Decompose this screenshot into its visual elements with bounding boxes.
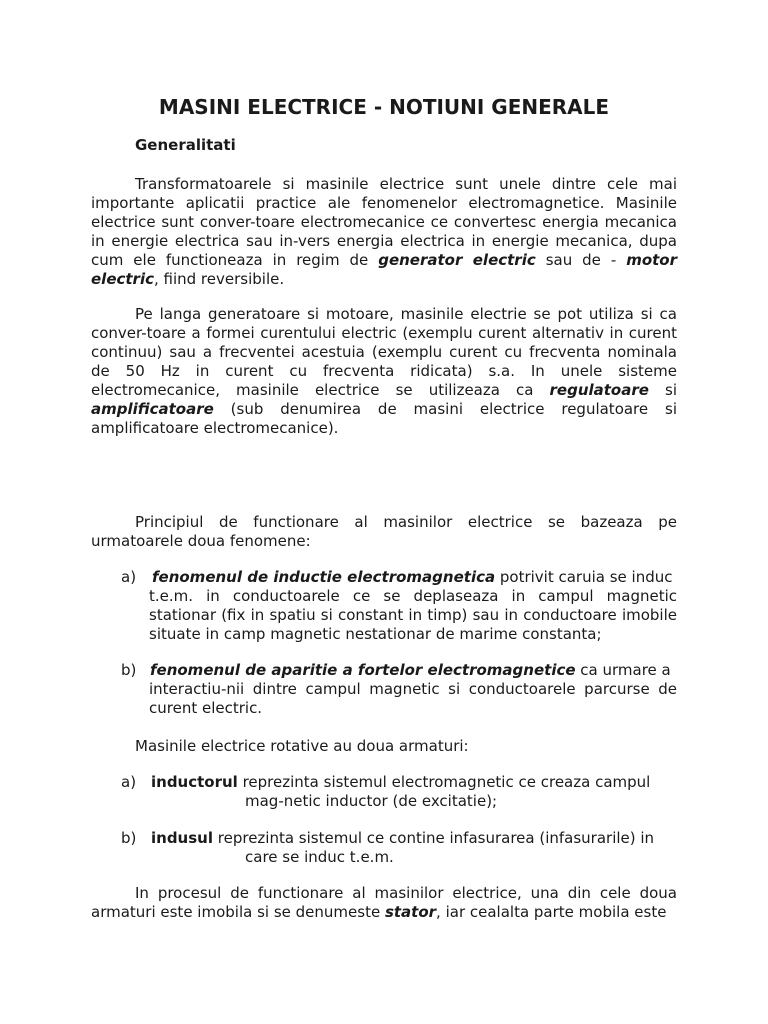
emphasis-amplificatoare: amplificatoare bbox=[91, 400, 214, 418]
list-item-text: reprezinta sistemul ce contine infasurarea (infasurarile) in bbox=[213, 829, 655, 847]
list-item-emphasis: fenomenul de inductie electromagnetica bbox=[152, 568, 496, 586]
list-item-text: ca urmare a bbox=[575, 661, 671, 679]
page-title: MASINI ELECTRICE - NOTIUNI GENERALE bbox=[158, 95, 610, 119]
list-item-continuation: mag-netic inductor (de excitatie); bbox=[245, 792, 498, 810]
list-item-term: inductorul bbox=[151, 773, 238, 791]
list-item bbox=[121, 773, 677, 811]
emphasis-motor: motor electric bbox=[91, 251, 678, 288]
list-item bbox=[121, 568, 677, 644]
paragraph-text: In procesul de functionare al masinilor electrice, una din cele doua armaturi este imobila si se denumeste bbox=[91, 884, 677, 921]
list-item-continuation: t.e.m. in conductoarele ce se deplaseaza in campul magnetic stationar (fix in spatiu si constant in timp) sau in conductoare imobile situate in camp magnetic nestationar de marime constanta; bbox=[149, 587, 677, 643]
paragraph-text: (sub denumirea de masini electrice regulatoare si amplificatoare electromecanice). bbox=[91, 400, 677, 437]
list-item-term: indusul bbox=[151, 829, 213, 847]
list-item bbox=[121, 829, 677, 867]
paragraph-text: , iar cealalta parte mobila este bbox=[436, 903, 667, 921]
list-marker: a) bbox=[121, 568, 137, 586]
paragraph-text: Pe langa generatoare si motoare, masinile electrie se pot utiliza si ca conver-toare a formei curentului electric (exemplu curent alternativ in curent continuu) sau a frecventei acestuia (exemplu curent cu frecventa nominala de 50 Hz in curent cu frecventa ridicata) s.a. In unele sisteme electromecanice, masinile electrice se utilizeaza ca bbox=[91, 305, 677, 399]
emphasis-stator: stator bbox=[384, 903, 437, 921]
list-marker: a) bbox=[121, 773, 137, 791]
list-item-text: potrivit caruia se induc bbox=[495, 568, 673, 586]
paragraph-text: sau de - bbox=[535, 251, 627, 269]
paragraph-text: si bbox=[648, 381, 677, 399]
emphasis-generator: generator electric bbox=[378, 251, 536, 269]
paragraph-armatures: Masinile electrice rotative au doua armaturi: bbox=[135, 737, 469, 755]
section-heading: Generalitati bbox=[135, 136, 236, 154]
paragraph-principle: Principiul de functionare al masinilor electrice se bazeaza pe urmatoarele doua fenomene: bbox=[91, 513, 677, 550]
list-item bbox=[121, 661, 677, 718]
paragraph-stator bbox=[91, 884, 677, 922]
paragraph-text: Transformatoarele si masinile electrice sunt unele dintre cele mai importante aplicatii practice ale fenomenelor electromagnetice. Masinile electrice sunt conver-toare electromecanice ce convertesc energia mecanica in energie electrica sau in-vers energia electrica in energie mecanica, dupa cum ele functioneaza in regim de bbox=[91, 175, 677, 269]
paragraph-uses bbox=[91, 305, 677, 438]
paragraph-intro bbox=[91, 175, 677, 289]
list-item-continuation: interactiu-nii dintre campul magnetic si conductoarele parcurse de curent electric. bbox=[149, 680, 677, 717]
list-item-emphasis: fenomenul de aparitie a fortelor electromagnetice bbox=[150, 661, 576, 679]
list-marker: b) bbox=[121, 829, 137, 847]
paragraph-text: , fiind reversibile. bbox=[153, 270, 285, 288]
list-marker: b) bbox=[121, 661, 137, 679]
emphasis-regulatoare: regulatoare bbox=[549, 381, 649, 399]
list-item-continuation: care se induc t.e.m. bbox=[245, 848, 394, 866]
list-item-text: reprezinta sistemul electromagnetic ce creaza campul bbox=[237, 773, 651, 791]
